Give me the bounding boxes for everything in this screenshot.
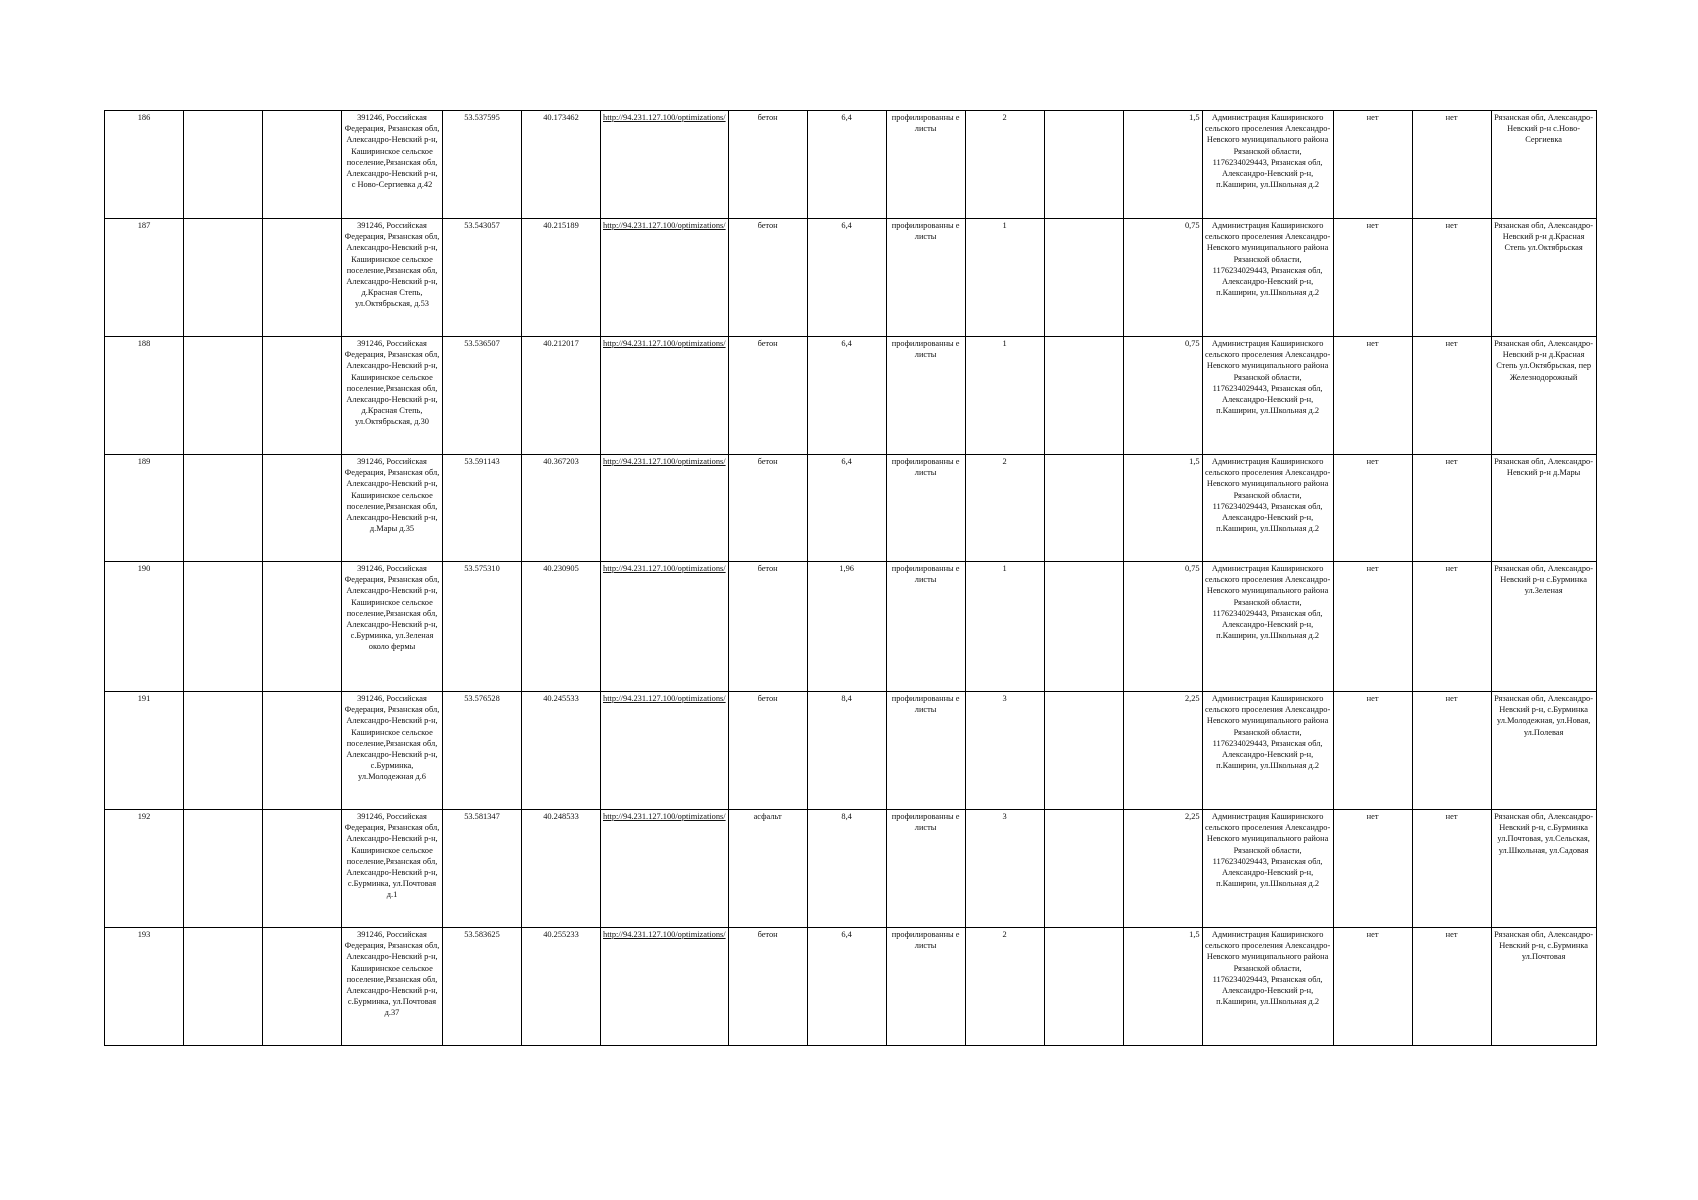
cell-flag: нет [1412,692,1491,810]
cell-link [601,692,729,810]
cell-owner: Администрация Каширинского сельского проселения Александро-Невского муниципального района Рязанской области, 1176234029443, Рязанская обл, Александро-Невский р-н, п.Каширин, ул.Школьная д.2 [1202,219,1333,337]
optimizations-link[interactable]: http://94.231.127.100/optimizations/ [603,221,726,230]
cell-surface: бетон [728,562,807,692]
cell-container-count: 1 [965,219,1044,337]
optimizations-link[interactable]: http://94.231.127.100/optimizations/ [603,564,726,573]
cell-flag: нет [1333,928,1412,1046]
cell-empty [184,928,263,1046]
cell-volume: 2,25 [1123,692,1202,810]
cell-empty [184,111,263,219]
cell-fence: профилированны е листы [886,692,965,810]
cell-surface: бетон [728,111,807,219]
cell-empty [184,692,263,810]
cell-number: 192 [105,810,184,928]
cell-area: 6,4 [807,219,886,337]
cell-owner: Администрация Каширинского сельского проселения Александро-Невского муниципального района Рязанской области, 1176234029443, Рязанская обл, Александро-Невский р-н, п.Каширин, ул.Школьная д.2 [1202,337,1333,455]
cell-number: 188 [105,337,184,455]
table-row [105,810,1597,928]
table-row [105,219,1597,337]
cell-container-count: 1 [965,337,1044,455]
cell-fence: профилированны е листы [886,219,965,337]
cell-container-count: 2 [965,455,1044,562]
cell-empty [184,219,263,337]
cell-fence: профилированны е листы [886,810,965,928]
cell-address: 391246, Российская Федерация, Рязанская обл, Александро-Невский р-н, Каширинское сельское поселение,Рязанская обл, Александро-Невский р-н, д.Красная Степь, ул.Октябрьская, д.30 [342,337,443,455]
cell-link [601,337,729,455]
cell-link [601,810,729,928]
cell-flag: нет [1333,219,1412,337]
cell-empty [1044,111,1123,219]
optimizations-link[interactable]: http://94.231.127.100/optimizations/ [603,812,726,821]
optimizations-link[interactable]: http://94.231.127.100/optimizations/ [603,113,726,122]
cell-owner: Администрация Каширинского сельского проселения Александро-Невского муниципального района Рязанской области, 1176234029443, Рязанская обл, Александро-Невский р-н, п.Каширин, ул.Школьная д.2 [1202,562,1333,692]
cell-latitude: 53.536507 [443,337,522,455]
cell-longitude: 40.212017 [522,337,601,455]
cell-flag: нет [1412,455,1491,562]
table-row [105,692,1597,810]
cell-fence: профилированны е листы [886,928,965,1046]
cell-area: 6,4 [807,928,886,1046]
cell-owner: Администрация Каширинского сельского проселения Александро-Невского муниципального района Рязанской области, 1176234029443, Рязанская обл, Александро-Невский р-н, п.Каширин, ул.Школьная д.2 [1202,692,1333,810]
cell-address: 391246, Российская Федерация, Рязанская обл, Александро-Невский р-н, Каширинское сельское поселение,Рязанская обл, Александро-Невский р-н, с.Бурминка, ул.Почтовая д.37 [342,928,443,1046]
cell-empty [1044,810,1123,928]
cell-empty [184,810,263,928]
cell-address: 391246, Российская Федерация, Рязанская обл, Александро-Невский р-н, Каширинское сельское поселение,Рязанская обл, Александро-Невский р-н, д.Мары д.35 [342,455,443,562]
cell-container-count: 2 [965,111,1044,219]
container-sites-table [104,110,1597,1046]
cell-container-count: 1 [965,562,1044,692]
cell-number: 193 [105,928,184,1046]
cell-flag: нет [1412,928,1491,1046]
cell-waste-source: Рязанская обл, Александро-Невский р-н, с.Бурминка ул.Почтовая, ул.Сельская, ул.Школьная, ул.Садовая [1491,810,1596,928]
cell-empty [1044,455,1123,562]
cell-longitude: 40.215189 [522,219,601,337]
cell-latitude: 53.537595 [443,111,522,219]
cell-volume: 1,5 [1123,455,1202,562]
cell-number: 186 [105,111,184,219]
cell-empty [263,337,342,455]
cell-fence: профилированны е листы [886,337,965,455]
cell-volume: 0,75 [1123,562,1202,692]
cell-latitude: 53.581347 [443,810,522,928]
cell-flag: нет [1412,810,1491,928]
cell-address: 391246, Российская Федерация, Рязанская обл, Александро-Невский р-н, Каширинское сельское поселение,Рязанская обл, Александро-Невский р-н, д.Красная Степь, ул.Октябрьская, д.53 [342,219,443,337]
cell-waste-source: Рязанская обл, Александро-Невский р-н д.Красная Степь ул.Октябрьская [1491,219,1596,337]
cell-empty [263,810,342,928]
cell-empty [1044,337,1123,455]
cell-owner: Администрация Каширинского сельского проселения Александро-Невского муниципального района Рязанской области, 1176234029443, Рязанская обл, Александро-Невский р-н, п.Каширин, ул.Школьная д.2 [1202,928,1333,1046]
cell-flag: нет [1333,337,1412,455]
cell-waste-source: Рязанская обл, Александро-Невский р-н, с.Бурминка ул.Почтовая [1491,928,1596,1046]
table-row [105,928,1597,1046]
cell-waste-source: Рязанская обл, Александро-Невский р-н д.Мары [1491,455,1596,562]
cell-longitude: 40.230905 [522,562,601,692]
cell-surface: бетон [728,455,807,562]
cell-latitude: 53.576528 [443,692,522,810]
cell-empty [184,455,263,562]
cell-container-count: 3 [965,810,1044,928]
cell-owner: Администрация Каширинского сельского проселения Александро-Невского муниципального района Рязанской области, 1176234029443, Рязанская обл, Александро-Невский р-н, п.Каширин, ул.Школьная д.2 [1202,111,1333,219]
cell-link [601,562,729,692]
optimizations-link[interactable]: http://94.231.127.100/optimizations/ [603,930,726,939]
cell-flag: нет [1333,562,1412,692]
optimizations-link[interactable]: http://94.231.127.100/optimizations/ [603,457,726,466]
cell-flag: нет [1412,337,1491,455]
cell-latitude: 53.583625 [443,928,522,1046]
cell-longitude: 40.173462 [522,111,601,219]
cell-area: 6,4 [807,111,886,219]
cell-address: 391246, Российская Федерация, Рязанская обл, Александро-Невский р-н, Каширинское сельское поселение,Рязанская обл, Александро-Невский р-н, с.Бурминка, ул.Молодежная д.6 [342,692,443,810]
cell-address: 391246, Российская Федерация, Рязанская обл, Александро-Невский р-н, Каширинское сельское поселение,Рязанская обл, Александро-Невский р-н, с.Бурминка, ул.Зеленая около фермы [342,562,443,692]
cell-volume: 2,25 [1123,810,1202,928]
cell-flag: нет [1333,111,1412,219]
cell-flag: нет [1412,219,1491,337]
cell-fence: профилированны е листы [886,455,965,562]
cell-empty [1044,928,1123,1046]
cell-surface: бетон [728,692,807,810]
cell-empty [263,455,342,562]
cell-link [601,111,729,219]
cell-volume: 1,5 [1123,928,1202,1046]
cell-longitude: 40.245533 [522,692,601,810]
cell-fence: профилированны е листы [886,562,965,692]
cell-longitude: 40.255233 [522,928,601,1046]
cell-area: 8,4 [807,810,886,928]
cell-volume: 0,75 [1123,337,1202,455]
cell-link [601,219,729,337]
cell-waste-source: Рязанская обл, Александро-Невский р-н с.Бурминка ул.Зеленая [1491,562,1596,692]
cell-waste-source: Рязанская обл, Александро-Невский р-н, с.Бурминка ул.Молодежная, ул.Новая, ул.Полевая [1491,692,1596,810]
cell-surface: бетон [728,928,807,1046]
cell-address: 391246, Российская Федерация, Рязанская обл, Александро-Невский р-н, Каширинское сельское поселение,Рязанская обл, Александро-Невский р-н, с.Бурминка, ул.Почтовая д.1 [342,810,443,928]
cell-link [601,455,729,562]
cell-owner: Администрация Каширинского сельского проселения Александро-Невского муниципального района Рязанской области, 1176234029443, Рязанская обл, Александро-Невский р-н, п.Каширин, ул.Школьная д.2 [1202,810,1333,928]
cell-empty [263,692,342,810]
cell-area: 6,4 [807,455,886,562]
cell-latitude: 53.575310 [443,562,522,692]
cell-number: 190 [105,562,184,692]
cell-longitude: 40.248533 [522,810,601,928]
cell-empty [1044,219,1123,337]
cell-fence: профилированны е листы [886,111,965,219]
optimizations-link[interactable]: http://94.231.127.100/optimizations/ [603,694,726,703]
cell-empty [184,337,263,455]
cell-flag: нет [1412,111,1491,219]
cell-address: 391246, Российская Федерация, Рязанская обл, Александро-Невский р-н, Каширинское сельское поселение,Рязанская обл, Александро-Невский р-н, с Ново-Сергиевка д.42 [342,111,443,219]
cell-number: 191 [105,692,184,810]
cell-waste-source: Рязанская обл, Александро-Невский р-н д.Красная Степь ул.Октябрьская, пер Железнодорожный [1491,337,1596,455]
cell-empty [263,562,342,692]
cell-empty [1044,692,1123,810]
table-row [105,562,1597,692]
table-row [105,111,1597,219]
cell-empty [263,928,342,1046]
cell-area: 6,4 [807,337,886,455]
cell-latitude: 53.591143 [443,455,522,562]
cell-container-count: 3 [965,692,1044,810]
cell-area: 8,4 [807,692,886,810]
cell-empty [1044,562,1123,692]
cell-latitude: 53.543057 [443,219,522,337]
cell-empty [263,111,342,219]
cell-container-count: 2 [965,928,1044,1046]
cell-longitude: 40.367203 [522,455,601,562]
cell-link [601,928,729,1046]
cell-volume: 0,75 [1123,219,1202,337]
table-row [105,455,1597,562]
cell-surface: асфальт [728,810,807,928]
cell-flag: нет [1412,562,1491,692]
cell-flag: нет [1333,692,1412,810]
cell-waste-source: Рязанская обл, Александро-Невский р-н с.Ново-Сергиевка [1491,111,1596,219]
table-row [105,337,1597,455]
cell-area: 1,96 [807,562,886,692]
cell-surface: бетон [728,219,807,337]
cell-empty [184,562,263,692]
cell-number: 187 [105,219,184,337]
cell-number: 189 [105,455,184,562]
cell-flag: нет [1333,810,1412,928]
optimizations-link[interactable]: http://94.231.127.100/optimizations/ [603,339,726,348]
cell-surface: бетон [728,337,807,455]
cell-volume: 1,5 [1123,111,1202,219]
cell-owner: Администрация Каширинского сельского проселения Александро-Невского муниципального района Рязанской области, 1176234029443, Рязанская обл, Александро-Невский р-н, п.Каширин, ул.Школьная д.2 [1202,455,1333,562]
cell-empty [263,219,342,337]
cell-flag: нет [1333,455,1412,562]
